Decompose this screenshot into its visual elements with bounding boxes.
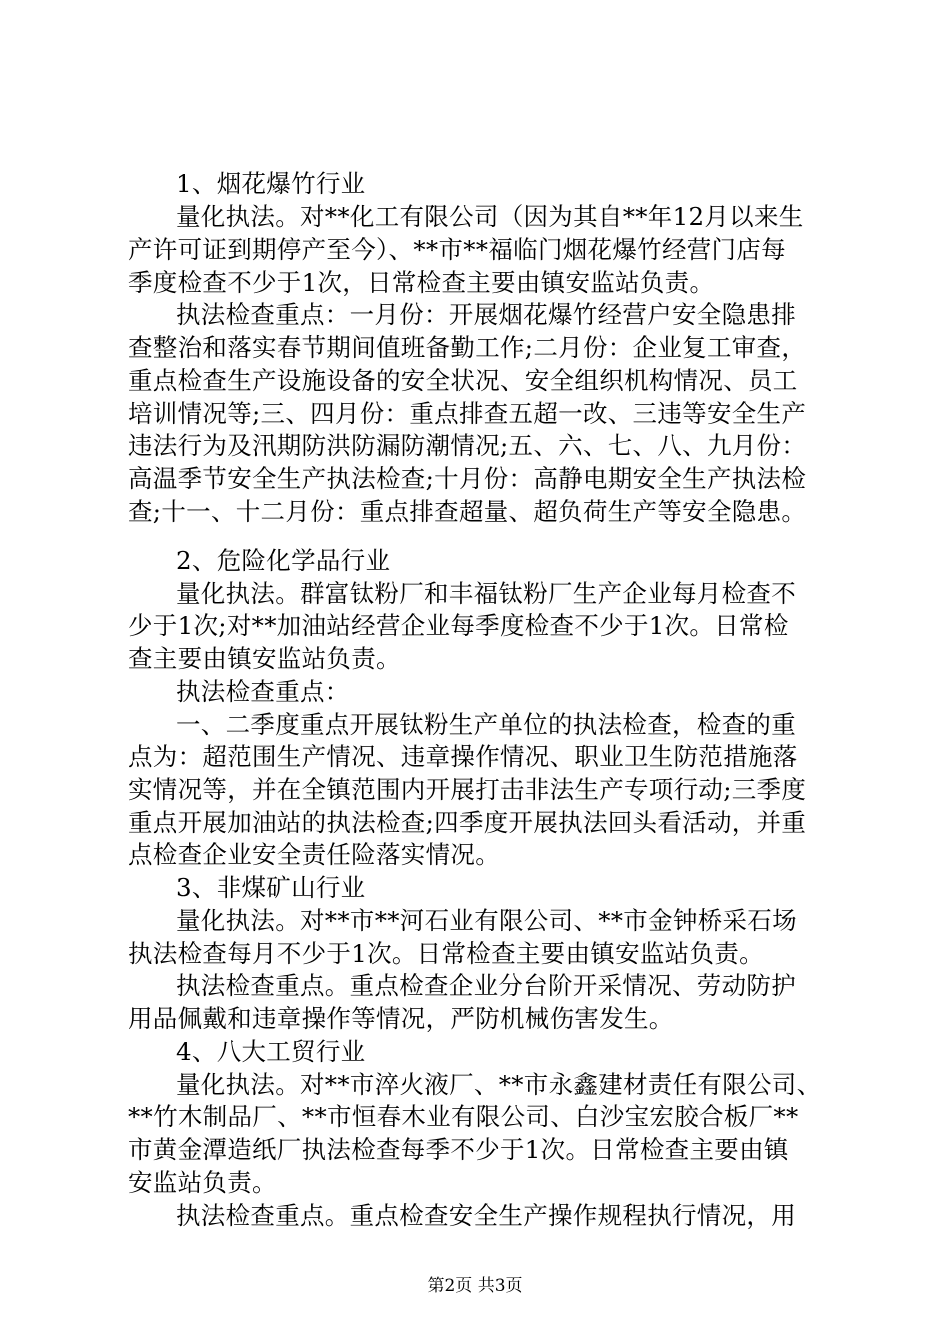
paragraph-line: 点检查企业安全责任险落实情况。 bbox=[128, 840, 500, 869]
paragraph-line: 用品佩戴和违章操作等情况，严防机械伤害发生。 bbox=[128, 1004, 674, 1033]
paragraph-line: 量化执法。群富钛粉厂和丰福钛粉厂生产企业每月检查不 bbox=[176, 579, 796, 608]
paragraph-line: **竹木制品厂、**市恒春木业有限公司、白沙宝宏胶合板厂** bbox=[128, 1102, 799, 1131]
paragraph-line: 实情况等，并在全镇范围内开展打击非法生产专项行动;三季度 bbox=[128, 775, 807, 804]
section-heading-non-coal-mining: 3、非煤矿山行业 bbox=[176, 873, 366, 902]
paragraph-line: 季度检查不少于1次，日常检查主要由镇安监站负责。 bbox=[128, 268, 715, 297]
paragraph-line: 点为：超范围生产情况、违章操作情况、职业卫生防范措施落 bbox=[128, 742, 798, 771]
paragraph-line: 市黄金潭造纸厂执法检查每季不少于1次。日常检查主要由镇 bbox=[128, 1135, 789, 1164]
paragraph-line: 量化执法。对**化工有限公司（因为其自**年12月以来生 bbox=[176, 202, 804, 231]
paragraph-line: 重点开展加油站的执法检查;四季度开展执法回头看活动，并重 bbox=[128, 808, 807, 837]
paragraph-line: 量化执法。对**市**河石业有限公司、**市金钟桥采石场 bbox=[176, 906, 797, 935]
paragraph-line: 执法检查重点。重点检查安全生产操作规程执行情况，用 bbox=[176, 1201, 796, 1230]
paragraph-line: 少于1次;对**加油站经营企业每季度检查不少于1次。日常检 bbox=[128, 611, 789, 640]
paragraph-line: 执法检查每月不少于1次。日常检查主要由镇安监站负责。 bbox=[128, 939, 764, 968]
page-footer: 第2页 共3页 bbox=[427, 1276, 523, 1296]
paragraph-line: 安监站负责。 bbox=[128, 1168, 277, 1197]
paragraph-line: 查整治和落实春节期间值班备勤工作;二月份：企业复工审查， bbox=[128, 333, 807, 362]
section-heading-hazardous-chemicals: 2、危险化学品行业 bbox=[176, 546, 391, 575]
paragraph-line: 执法检查重点：一月份：开展烟花爆竹经营户安全隐患排 bbox=[176, 300, 796, 329]
paragraph-line: 培训情况等;三、四月份：重点排查五超一改、三违等安全生产 bbox=[128, 399, 807, 428]
paragraph-line: 查主要由镇安监站负责。 bbox=[128, 644, 401, 673]
paragraph-line: 违法行为及汛期防洪防漏防潮情况;五、六、七、八、九月份： bbox=[128, 431, 807, 460]
paragraph-line: 高温季节安全生产执法检查;十月份：高静电期安全生产执法检 bbox=[128, 464, 807, 493]
paragraph-line: 查;十一、十二月份：重点排查超量、超负荷生产等安全隐患。 bbox=[128, 497, 807, 526]
section-heading-industry-trade: 4、八大工贸行业 bbox=[176, 1037, 366, 1066]
section-heading-fireworks: 1、烟花爆竹行业 bbox=[176, 169, 366, 198]
paragraph-line: 执法检查重点： bbox=[176, 677, 350, 706]
paragraph-line: 执法检查重点。重点检查企业分台阶开采情况、劳动防护 bbox=[176, 971, 796, 1000]
paragraph-line: 产许可证到期停产至今）、**市**福临门烟花爆竹经营门店每 bbox=[128, 235, 786, 264]
paragraph-line: 重点检查生产设施设备的安全状况、安全组织机构情况、员工 bbox=[128, 366, 798, 395]
paragraph-line: 一、二季度重点开展钛粉生产单位的执法检查，检查的重 bbox=[176, 710, 796, 739]
paragraph-line: 量化执法。对**市淬火液厂、**市永鑫建材责任有限公司、 bbox=[176, 1070, 822, 1099]
